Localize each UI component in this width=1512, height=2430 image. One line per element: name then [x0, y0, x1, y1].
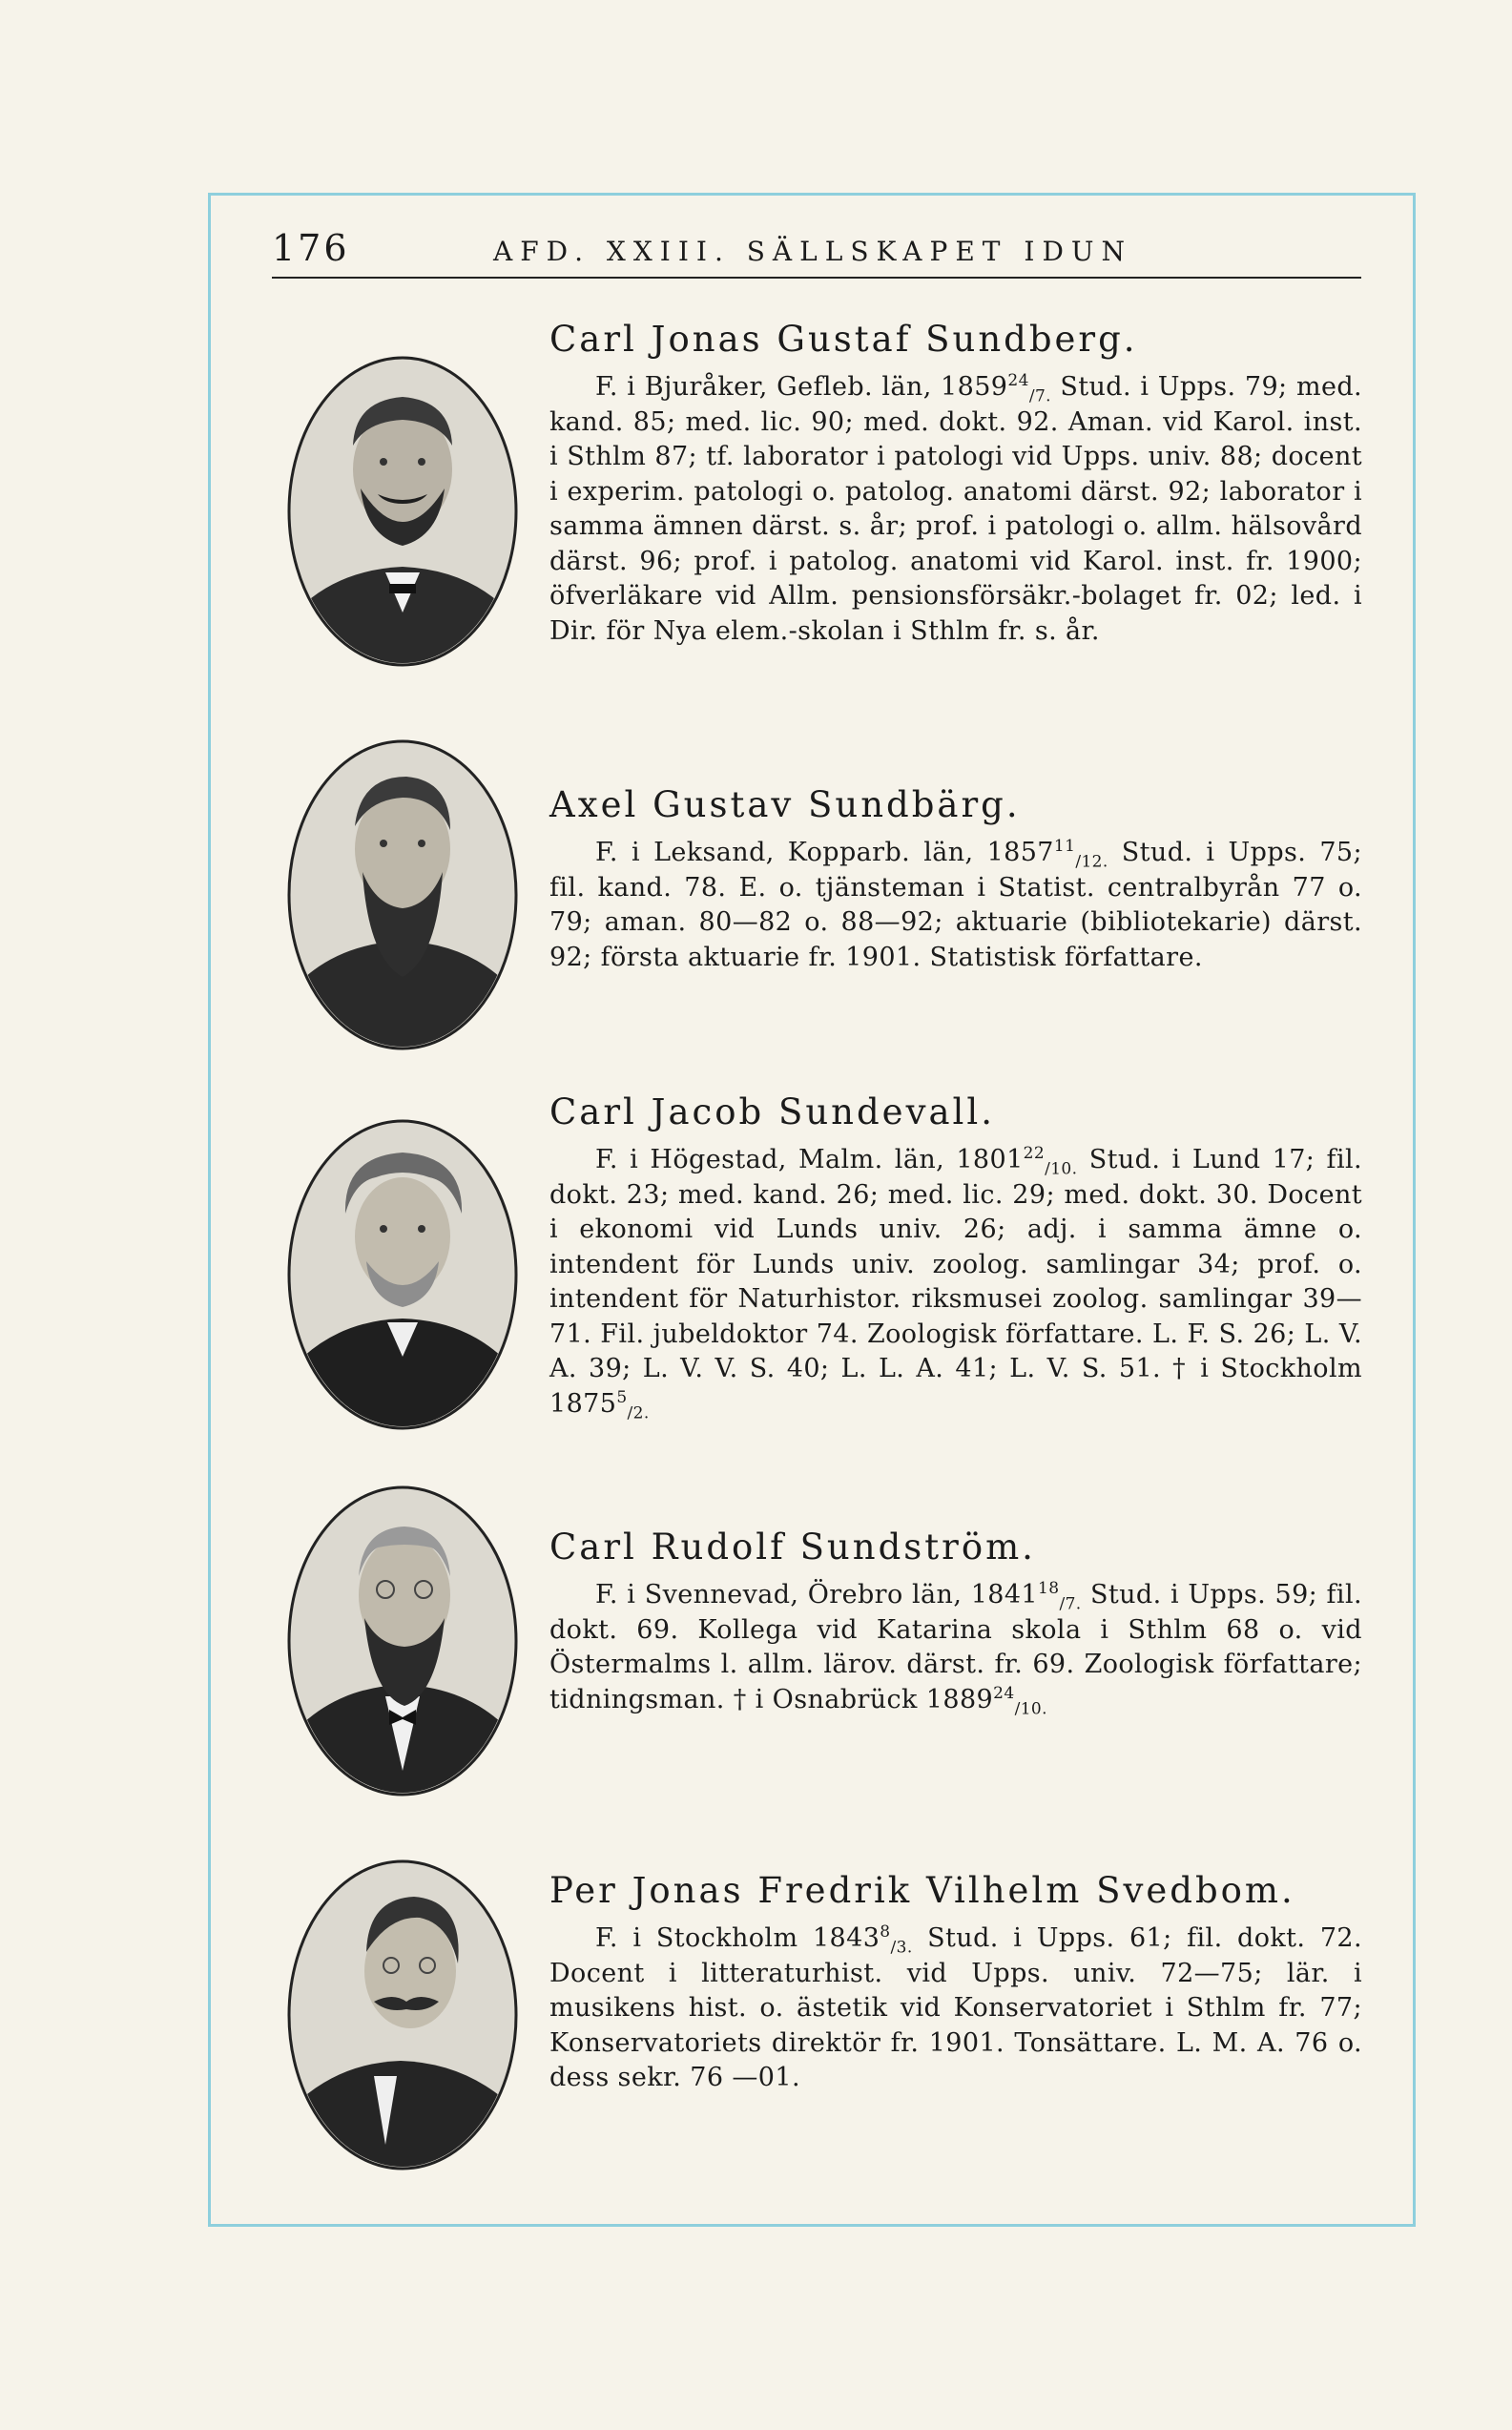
bio-text: Stud. i Lund 17; fil. dokt. 23; med. kand. 26; med. lic. 29; med. dokt. 30. Docent i ekonomi vid Lunds univ. 26; adj. i samma ämne o. intendent för Lunds univ. zoolog. samlingar 34; prof. o. intendent för Naturhistor. riksmusei zoolog. samlingar 39—71. Fil. jubeldoktor 74. Zoologisk författare. L. F. S. 26; L. V. A. 39; L. V. V. S. 40; L. L. A. 41; L. V. S. 51. † i Stockholm 1875: [549, 1145, 1362, 1419]
bio-birth: F. i Svennevad, Örebro län, 1841: [595, 1580, 1039, 1610]
bio-date-month: /7.: [1059, 1594, 1082, 1614]
bio-death-month: /10.: [1014, 1698, 1047, 1718]
bio-birth: F. i Stockholm 1843: [595, 1923, 880, 1953]
bio-text: Stud. i Upps. 61; fil. dokt. 72. Docent i litteraturhist. vid Upps. univ. 72—75; lär. i musikens hist. o. ästetik vid Konservatoriet i Sthlm fr. 77; Konservatoriets direktör fr. 1901. Tonsättare. L. M. A. 76 o. dess sekr. 76 —01.: [549, 1923, 1362, 2092]
person-name: Per Jonas Fredrik Vilhelm Svedbom.: [549, 1870, 1295, 1911]
person-name: Carl Rudolf Sundström.: [549, 1527, 1036, 1568]
portrait-photo: [286, 355, 519, 668]
person-biography: [549, 1921, 1362, 2096]
portrait-photo: [286, 1118, 519, 1431]
bio-date-day: 18: [1038, 1579, 1060, 1598]
person-name: Carl Jonas Gustaf Sundberg.: [549, 319, 1138, 360]
bio-date-month: /3.: [890, 1938, 913, 1958]
person-name: Axel Gustav Sundbärg.: [549, 784, 1021, 825]
person-biography: [549, 1143, 1362, 1422]
bio-death-month: /2.: [627, 1402, 650, 1423]
entry-text: [549, 1868, 1362, 2096]
bio-birth: F. i Leksand, Kopparb. län, 1857: [595, 838, 1054, 867]
person-name: Carl Jacob Sundevall.: [549, 1091, 995, 1132]
entry-text: [549, 1525, 1362, 1717]
running-head: [272, 227, 1361, 279]
bio-death-day: 24: [993, 1683, 1015, 1703]
bio-date-month: /7.: [1028, 386, 1051, 406]
person-biography: [549, 370, 1362, 649]
bio-date-day: 8: [880, 1922, 891, 1942]
bio-text: Stud. i Upps. 75; fil. kand. 78. E. o. tjänsteman i Statist. centralbyrån 77 o. 79; aman. 80—82 o. 88—92; aktuarie (bibliotekarie) därst. 92; första aktuarie fr. 1901. Statistisk författare.: [549, 838, 1362, 972]
bio-death-day: 5: [616, 1387, 628, 1407]
bio-date-month: /10.: [1045, 1159, 1078, 1179]
bio-birth: F. i Högestad, Malm. län, 1801: [595, 1145, 1024, 1174]
portrait-photo: [286, 1485, 519, 1797]
bio-date-day: 24: [1007, 371, 1029, 390]
entry-text: [549, 317, 1362, 649]
portrait-photo: [286, 1859, 519, 2171]
entry-text: [549, 1090, 1362, 1422]
bio-birth: F. i Bjuråker, Gefleb. län, 1859: [595, 372, 1008, 402]
bio-text: Stud. i Upps. 59; fil. dokt. 69. Kollega vid Katarina skola i Sthlm 68 o. vid Östermalms l. allm. lärov. därst. fr. 69. Zoologisk författare; tidningsman. † i Osnabrück 1889: [549, 1580, 1362, 1714]
bio-date-day: 11: [1053, 837, 1076, 856]
person-biography: [549, 1578, 1362, 1717]
person-biography: [549, 836, 1362, 975]
page-number: 176: [272, 227, 350, 269]
bio-text: Stud. i Upps. 79; med. kand. 85; med. lic. 90; med. dokt. 92. Aman. vid Karol. inst. i Sthlm 87; tf. laborator i patologi vid Upps. univ. 88; docent i experim. patologi o. patolog. anatomi därst. 92; laborator i samma ämnen därst. s. år; prof. i patologi o. allm. hälsovård därst. 96; prof. i patolog. anatomi vid Karol. inst. fr. 1900; öfverläkare vid Allm. pensionsförsäkr.-bolaget fr. 02; led. i Dir. för Nya elem.-skolan i Sthlm fr. s. år.: [549, 372, 1362, 646]
entry-text: [549, 782, 1362, 975]
section-title: AFD. XXIII. SÄLLSKAPET IDUN: [493, 236, 1132, 267]
portrait-photo: [286, 738, 519, 1051]
bio-date-month: /12.: [1075, 852, 1108, 872]
bio-date-day: 22: [1023, 1144, 1046, 1163]
